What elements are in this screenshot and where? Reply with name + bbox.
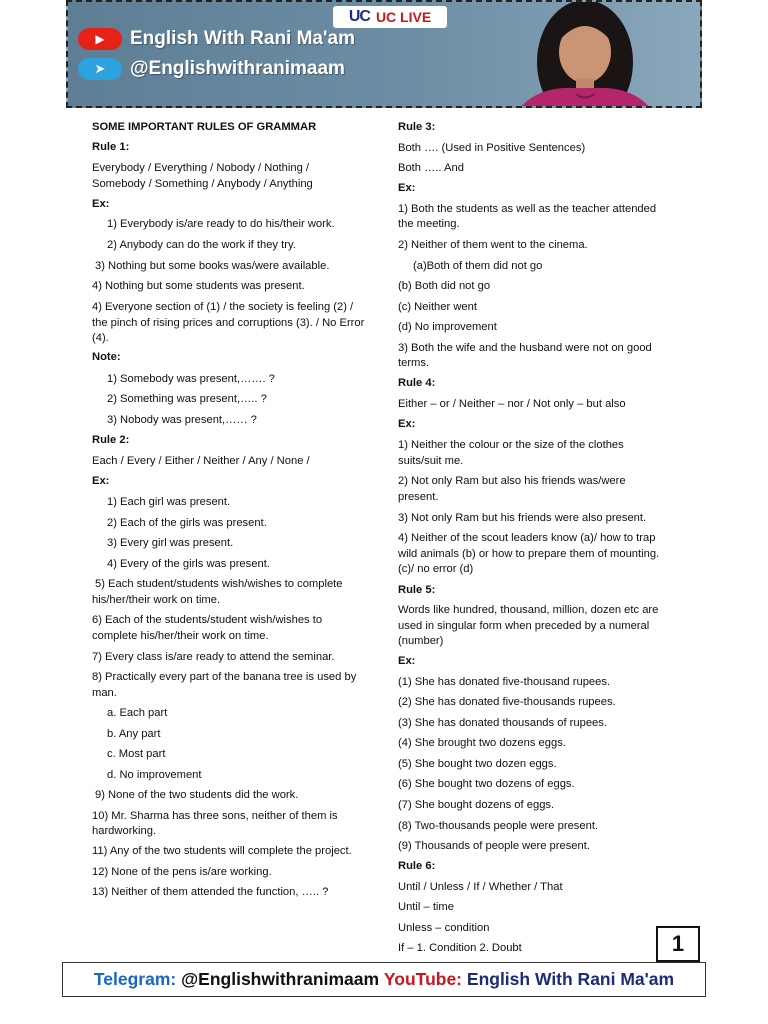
text-line: 2) Neither of them went to the cinema. [398,239,588,251]
text-line: the meeting. [398,218,460,230]
rule-heading: Rule 3: [398,121,436,133]
text-line: 7) Every class is/are ready to attend the seminar. [92,651,335,663]
example-heading: Ex: [92,198,110,210]
rule-heading: Rule 2: [92,434,130,446]
text-line: (6) She bought two dozens of eggs. [398,778,575,790]
text-line: (7) She bought dozens of eggs. [398,799,555,811]
text-line: present. [398,491,439,503]
text-line: suits/suit me. [398,455,464,467]
text-line: 12) None of the pens is/are working. [92,866,272,878]
text-line: Until – time [398,901,454,913]
text-line: (1) She has donated five-thousand rupees. [398,676,611,688]
option-line: b. Any part [107,728,161,740]
page-number: 1 [656,926,700,962]
text-line: Words like hundred, thousand, million, dozen etc are [398,604,659,616]
text-line: 3) Nobody was present,…… ? [107,414,257,426]
brand-text: UC LIVE [375,9,432,25]
example-heading: Ex: [92,475,110,487]
text-line: 2) Anybody can do the work if they try. [107,239,296,251]
example-heading: Ex: [398,182,416,194]
text-line: 2) Not only Ram but also his friends was/were [398,475,626,487]
youtube-icon: ▶ [78,28,122,50]
text-line: 8) Practically every part of the banana tree is used by [92,671,357,683]
text-line: 4) Nothing but some students was present. [92,280,305,292]
text-line: 5) Each student/students wish/wishes to complete [95,578,343,590]
option-line: (a)Both of them did not go [413,260,543,272]
text-line: Everybody / Everything / Nobody / Nothing / [92,162,310,174]
text-line: 1) Everybody is/are ready to do his/their work. [107,218,335,230]
text-line: the pinch of rising prices and corruptions (3). / No Error [92,317,365,329]
rule-heading: Rule 1: [92,141,130,153]
telegram-handle: @Englishwithranimaam [130,58,345,79]
text-line: 1) Somebody was present,……. ? [107,373,275,385]
text-line: 2) Each of the girls was present. [107,517,267,529]
header-banner [66,0,702,108]
text-line: (9) Thousands of people were present. [398,840,590,852]
text-line: Both …. (Used in Positive Sentences) [398,142,586,154]
telegram-row [78,58,345,80]
text-line: 11) Any of the two students will complete the project. [92,845,352,857]
option-line: (d) No improvement [398,321,497,333]
example-heading: Ex: [398,655,416,667]
text-line: (3) She has donated thousands of rupees. [398,717,607,729]
text-line: Both ….. And [398,162,464,174]
text-line: (2) She has donated five-thousands rupees. [398,696,616,708]
text-line: 13) Neither of them attended the function, ….. ? [92,886,329,898]
text-line: 10) Mr. Sharma has three sons, neither of them is [92,810,338,822]
text-line: If – 1. Condition 2. Doubt [398,942,522,954]
text-line: (5) She bought two dozen eggs. [398,758,557,770]
text-line: man. [92,687,117,699]
text-line: 3) Nothing but some books was/were available. [95,260,330,272]
text-line: 6) Each of the students/student wish/wishes to [92,614,323,626]
presenter-portrait [500,2,700,108]
footer-bar [62,962,706,997]
text-line: 4) Everyone section of (1) / the society is feeling (2) / [92,301,354,313]
text-line: 1) Each girl was present. [107,496,231,508]
footer-telegram-handle: @Englishwithranimaam [181,969,380,989]
note-heading: Note: [92,351,121,363]
text-line: 2) Something was present,….. ? [107,393,267,405]
text-line: 3) Not only Ram but his friends were also present. [398,512,647,524]
text-line: used in singular form when preceded by a numeral [398,620,650,632]
example-heading: Ex: [398,418,416,430]
youtube-channel-name: English With Rani Ma'am [130,28,355,49]
text-line: 3) Both the wife and the husband were not on good [398,342,652,354]
telegram-icon: ➤ [78,58,122,80]
option-line: (c) Neither went [398,301,477,313]
text-line: (4) She brought two dozens eggs. [398,737,566,749]
text-line: hardworking. [92,825,157,837]
option-line: c. Most part [107,748,166,760]
brand-badge [333,6,447,28]
text-line: his/her/their work on time. [92,594,221,606]
text-line: (c)/ no error (d) [398,563,474,575]
footer-telegram-label: Telegram: [93,969,177,989]
text-line: 1) Neither the colour or the size of the clothes [398,439,624,451]
document-title: SOME IMPORTANT RULES OF GRAMMAR [92,121,317,133]
text-line: 4) Every of the girls was present. [107,558,270,570]
text-line: Unless – condition [398,922,490,934]
text-line: (number) [398,635,444,647]
rule-heading: Rule 4: [398,377,436,389]
text-line: 4) Neither of the scout leaders know (a)/ how to trap [398,532,656,544]
text-line: (8) Two-thousands people were present. [398,820,599,832]
text-line: 9) None of the two students did the work. [95,789,299,801]
option-line: d. No improvement [107,769,202,781]
text-line: 1) Both the students as well as the teacher attended [398,203,657,215]
text-line: Either – or / Neither – nor / Not only – but also [398,398,626,410]
rule-heading: Rule 6: [398,860,436,872]
footer-youtube-channel: English With Rani Ma'am [466,969,675,989]
text-line: (4). [92,332,109,344]
text-line: Until / Unless / If / Whether / That [398,881,563,893]
text-line: Somebody / Something / Anybody / Anything [92,178,313,190]
text-line: complete his/her/their work on time. [92,630,269,642]
text-line: 3) Every girl was present. [107,537,234,549]
footer-youtube-label: YouTube: [383,969,463,989]
youtube-row [78,28,355,50]
text-line: terms. [398,357,430,369]
uc-logo: UC [348,8,370,25]
option-line: (b) Both did not go [398,280,491,292]
text-line: Each / Every / Either / Neither / Any / None / [92,455,310,467]
option-line: a. Each part [107,707,168,719]
text-line: wild animals (b) or how to prepare them of mounting. [398,548,660,560]
rule-heading: Rule 5: [398,584,436,596]
